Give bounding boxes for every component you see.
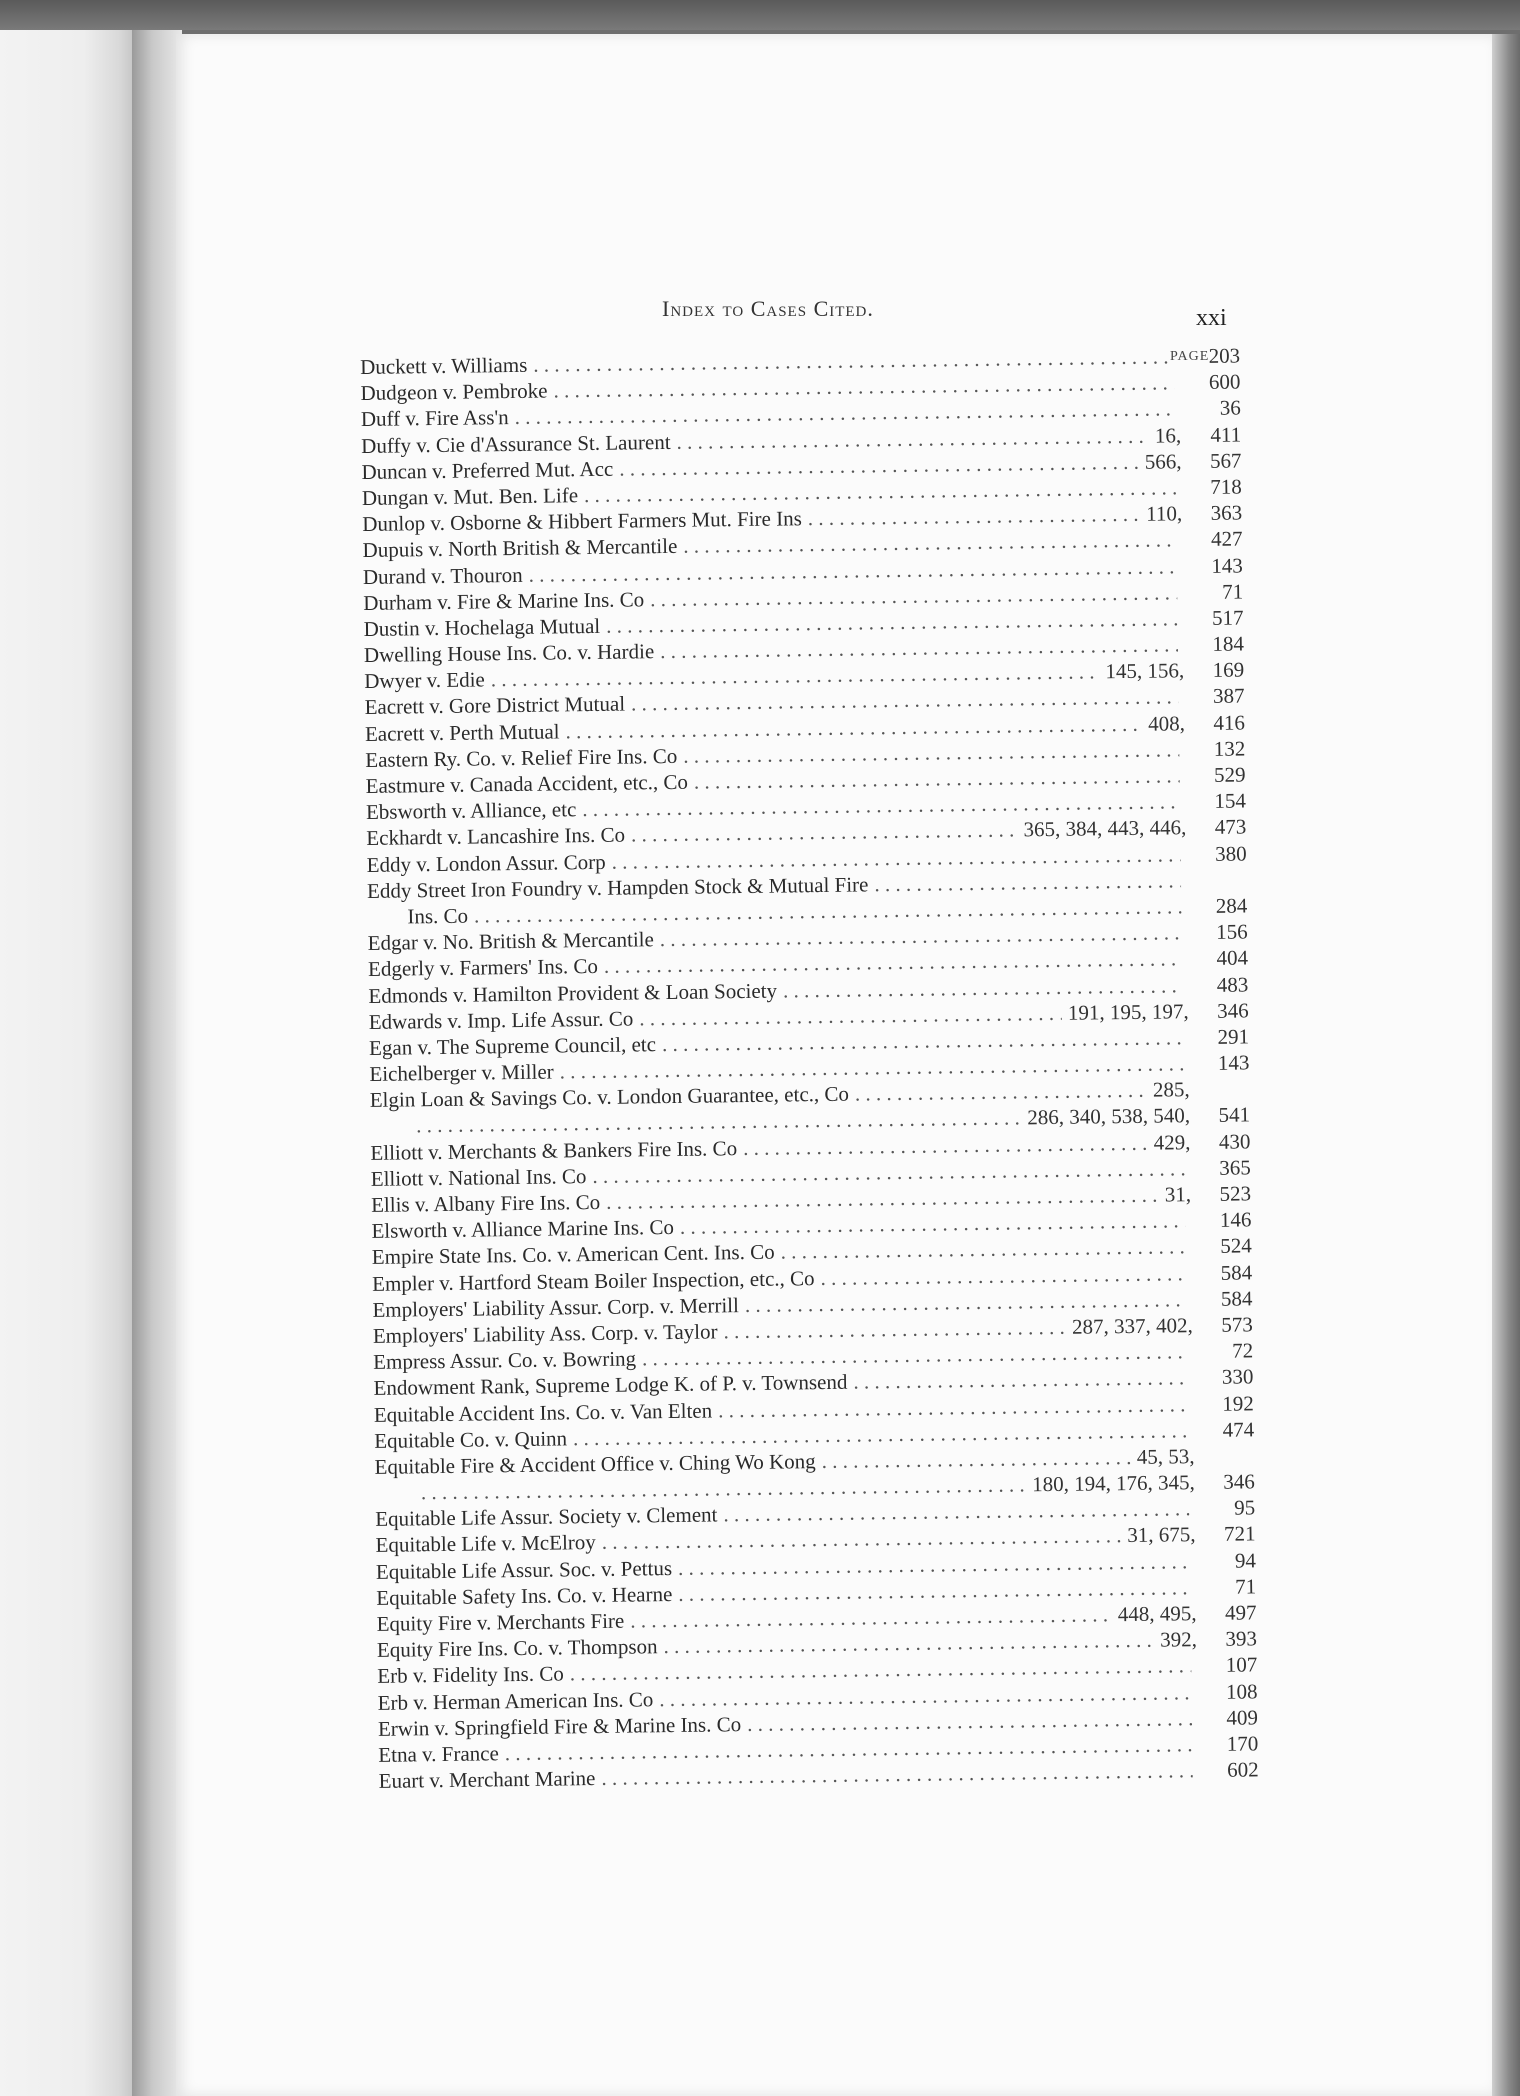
case-name: Ellis v. Albany Fire Ins. Co <box>370 1189 601 1217</box>
case-name: Equitable Life v. McElroy <box>375 1530 596 1558</box>
case-name: Eacrett v. Gore District Mutual <box>364 691 626 720</box>
page-number-cell: 143 <box>1211 552 1243 578</box>
case-name: Empire State Ins. Co. v. American Cent. Ins. Co <box>371 1240 775 1270</box>
case-name: Elsworth v. Alliance Marine Ins. Co <box>371 1215 675 1244</box>
page-number-cell: 284 <box>1215 893 1248 918</box>
page-number-cell: 184 <box>1212 631 1245 656</box>
dot-leader <box>874 867 1181 897</box>
page-references: 429, <box>1153 1129 1191 1155</box>
page-references: 566, <box>1144 449 1182 474</box>
case-name: Dungan v. Mut. Ben. Life <box>361 483 579 510</box>
page-number-cell: 107 <box>1225 1652 1258 1678</box>
page-number-cell: 72 <box>1231 1338 1254 1363</box>
page-number-cell: 523 <box>1219 1181 1252 1206</box>
case-name: Edgar v. No. British & Mercantile <box>367 927 655 956</box>
page-number-cell <box>1187 886 1247 887</box>
page-number-cell: 387 <box>1212 683 1245 709</box>
case-name: Elliott v. Merchants & Bankers Fire Ins. Co <box>370 1135 738 1165</box>
page-references: 45, 53, <box>1136 1444 1195 1469</box>
page-number-cell <box>1190 1096 1250 1097</box>
page-number-cell: 154 <box>1214 788 1247 814</box>
page-number-cell: 529 <box>1213 762 1246 787</box>
page-number-cell: 108 <box>1225 1678 1258 1704</box>
page-number-cell: 416 <box>1213 710 1246 735</box>
case-name: Dustin v. Hochelaga Mutual <box>363 613 601 641</box>
case-name: Ebsworth v. Alliance, etc <box>365 797 577 825</box>
page-number-cell: 143 <box>1217 1050 1250 1075</box>
case-name: Equitable Fire & Accident Office v. Ching Wo Kong <box>374 1449 816 1479</box>
book-gutter <box>132 30 182 2096</box>
page-references: 31, 675, <box>1127 1522 1196 1548</box>
page-number-cell: 95 <box>1234 1495 1256 1520</box>
case-name: Eacrett v. Perth Mutual <box>364 719 560 746</box>
dot-leader <box>853 1365 1187 1395</box>
page-references: 145, 156, <box>1105 658 1185 684</box>
page-number-cell: 94 <box>1234 1548 1257 1573</box>
entry-indent <box>367 923 407 924</box>
case-name: Equity Fire v. Merchants Fire <box>376 1608 625 1636</box>
page-references: 448, 495, <box>1117 1601 1197 1627</box>
case-name: Employers' Liability Assur. Corp. v. Merrill <box>372 1292 740 1322</box>
case-name: Euart v. Merchant Marine <box>378 1766 596 1794</box>
page-number-cell: 404 <box>1216 945 1249 971</box>
page-number-cell: 363 <box>1210 500 1243 526</box>
case-name: Eckhardt v. Lancashire Ins. Co <box>366 822 626 851</box>
case-name: Egan v. The Supreme Council, etc <box>368 1032 657 1060</box>
page-number-cell: 427 <box>1210 526 1243 552</box>
page-column-label: PAGE <box>1170 349 1210 364</box>
case-name: Duffy v. Cie d'Assurance St. Laurent <box>361 429 671 458</box>
page-number-cell: 517 <box>1211 605 1244 630</box>
case-name: Etna v. France <box>378 1741 500 1767</box>
page-number-cell: 473 <box>1214 814 1247 840</box>
case-name: Dunlop v. Osborne & Hibbert Farmers Mut. Fire Ins <box>362 506 802 537</box>
dot-leader <box>808 501 1141 531</box>
page-edge-shadow <box>1492 34 1520 2096</box>
page-number-cell: 600 <box>1208 369 1241 395</box>
case-name: Edmonds v. Hamilton Provident & Loan Society <box>368 978 778 1008</box>
page-number-cell: 567 <box>1209 448 1242 473</box>
page-references: 408, <box>1147 710 1186 736</box>
case-name: Equitable Life Assur. Soc. v. Pettus <box>375 1555 673 1584</box>
case-name: Ins. Co <box>407 903 469 929</box>
page-number-cell: 721 <box>1223 1521 1256 1547</box>
case-name: Dupuis v. North British & Mercantile <box>362 534 678 563</box>
case-name: Empler v. Hartford Steam Boiler Inspection, etc., Co <box>372 1265 815 1296</box>
page-number-cell: 718 <box>1210 474 1242 499</box>
page-references: 287, 337, 402, <box>1071 1313 1193 1339</box>
case-name: Eddy Street Iron Foundry v. Hampden Stock & Mutual Fire <box>366 872 869 903</box>
case-name: Eddy v. London Assur. Corp <box>366 849 606 877</box>
entry-indent <box>370 1133 410 1134</box>
page-references: 16, <box>1154 422 1182 448</box>
case-name: Erb v. Fidelity Ins. Co <box>377 1661 564 1689</box>
case-name: Dwelling House Ins. Co. v. Hardie <box>363 639 655 668</box>
page-number-cell: 330 <box>1221 1364 1254 1390</box>
case-name: Elgin Loan & Savings Co. v. London Guarantee, etc., Co <box>369 1081 850 1113</box>
page-number-cell: 584 <box>1220 1286 1253 1311</box>
page-references: 285, <box>1152 1077 1190 1102</box>
page-number-cell: 409 <box>1226 1705 1259 1730</box>
page-number-cell: 474 <box>1222 1417 1255 1442</box>
page-number-cell: 71 <box>1235 1574 1257 1599</box>
page-number-cell: 146 <box>1219 1207 1252 1233</box>
page-number-cell: 346 <box>1223 1469 1255 1494</box>
case-name: Eichelberger v. Miller <box>369 1059 554 1086</box>
facing-page-edge <box>0 30 140 2096</box>
page-number-cell: 36 <box>1219 395 1241 421</box>
page-references: 392, <box>1159 1627 1198 1652</box>
case-name: Edwards v. Imp. Life Assur. Co <box>368 1006 634 1034</box>
case-index-list <box>360 342 1259 1794</box>
page-number-cell: 156 <box>1215 919 1248 944</box>
page-number-cell: 541 <box>1218 1102 1251 1128</box>
case-name: Dudgeon v. Pembroke <box>360 378 548 406</box>
page-references: 180, 194, 176, 345, <box>1031 1470 1195 1497</box>
page-number-cell: 411 <box>1210 422 1242 447</box>
dot-leader <box>822 1444 1131 1474</box>
page-references: 31, <box>1164 1182 1192 1207</box>
page-number-cell: 365 <box>1219 1155 1251 1180</box>
page-references: 286, 340, 538, 540, <box>1027 1103 1191 1130</box>
page-number: xxi <box>1196 305 1227 331</box>
case-name: Employers' Liability Ass. Corp. v. Taylor <box>372 1319 718 1348</box>
case-name: Eastmure v. Canada Accident, etc., Co <box>365 769 689 798</box>
case-name: Duncan v. Preferred Mut. Acc <box>361 456 614 484</box>
case-name: Eastern Ry. Co. v. Relief Fire Ins. Co <box>365 743 678 772</box>
page-number-cell: 380 <box>1214 841 1247 866</box>
page-number-cell: 291 <box>1217 1024 1250 1049</box>
page-number-cell: 71 <box>1222 579 1244 604</box>
page-number-cell: 497 <box>1224 1600 1257 1625</box>
case-name: Erb v. Herman American Ins. Co <box>377 1686 654 1715</box>
page-references: 191, 195, 197, <box>1067 998 1189 1025</box>
page-references: 110, <box>1146 501 1183 526</box>
running-head: Index to Cases Cited. <box>662 296 874 321</box>
scan-background <box>0 0 1520 30</box>
page-number-cell: 170 <box>1226 1731 1259 1756</box>
page-number-cell: 132 <box>1213 736 1246 761</box>
dot-leader <box>855 1077 1147 1107</box>
page-number-cell <box>1195 1462 1255 1463</box>
case-name: Equitable Safety Ins. Co. v. Hearne <box>376 1581 673 1610</box>
case-name: Equitable Life Assur. Society v. Clement <box>375 1502 718 1532</box>
page-number-cell: 346 <box>1217 998 1249 1023</box>
case-name: Durand v. Thouron <box>362 562 523 589</box>
page-number-cell: 169 <box>1212 657 1245 683</box>
case-name: Equity Fire Ins. Co. v. Thompson <box>376 1634 658 1663</box>
page-number-cell: 483 <box>1216 971 1249 997</box>
entry-indent <box>375 1499 415 1500</box>
page-references: 365, 384, 443, 446, <box>1023 815 1187 842</box>
page-number-cell: 573 <box>1221 1312 1253 1337</box>
case-name: Equitable Accident Ins. Co. v. Van Elten <box>373 1397 713 1427</box>
case-name: Durham v. Fire & Marine Ins. Co <box>363 586 645 615</box>
case-name: Edgerly v. Farmers' Ins. Co <box>367 954 599 982</box>
case-name: Dwyer v. Edie <box>364 667 485 694</box>
case-name: Equitable Co. v. Quinn <box>374 1426 568 1453</box>
page-number-cell: 203 <box>1208 343 1241 368</box>
case-name: Duff v. Fire Ass'n <box>360 405 509 432</box>
case-name: Erwin v. Springfield Fire & Marine Ins. Co <box>377 1711 742 1741</box>
page-number-cell: 584 <box>1220 1259 1253 1285</box>
case-name: Duckett v. Williams <box>360 352 528 379</box>
page-number-cell: 524 <box>1220 1233 1252 1259</box>
case-name: Endowment Rank, Supreme Lodge K. of P. v. Townsend <box>373 1370 848 1401</box>
page-number-cell: 192 <box>1222 1390 1254 1416</box>
page-number-cell: 430 <box>1218 1129 1251 1154</box>
case-name: Empress Assur. Co. v. Bowring <box>373 1346 637 1375</box>
case-name: Elliott v. National Ins. Co <box>370 1163 587 1191</box>
page-number-cell: 602 <box>1226 1757 1259 1782</box>
page-number-cell: 393 <box>1225 1626 1258 1651</box>
